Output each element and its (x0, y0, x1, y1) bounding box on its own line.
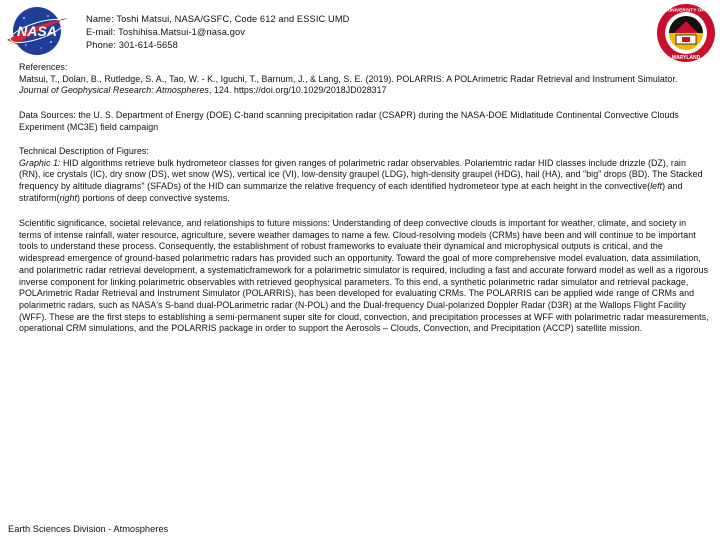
significance-section (19, 218, 709, 335)
contact-name: Name: Toshi Matsui, NASA/GSFC, Code 612 and ESSIC UMD (86, 14, 350, 24)
references-heading: References: (19, 62, 68, 72)
references-citation (19, 74, 709, 97)
citation-journal: Journal of Geophysical Research: Atmospheres (19, 85, 209, 96)
significance-text: Scientific significance, societal relevance, and relationships to future missions: Understanding of deep convective clouds is important for weather, climate, and society in terms of intense rainfall, water resource, agriculture, severe weather damages to name a few. Cloud-resolving models (CRMs) have been and will continue to be important tools to understand these process. Consequently, the establishment of robust frameworks to evaluate their dynamical and microphysical outputs is critical, and the widespread emergence of ground-based polarimetric radars has provided such an opportunity. Toward the goal of more comprehensive model evaluation, data assimilation, and polarimetric radar retrieval development, a systematicframework for a polarimetric simulator is required, including a fast and accurate forward model as well as a rigorous inverse component for linking polarimetric observables with retrieved geophysical parameters. To this end, a synthetic polarimetric radar simulator and retrieval package, POLArimetric Radar Retrieval and Instrument Simulator (POLARRIS), has been developed for evaluating CRMs. The POLARRIS can be applied wide range of CRMs and polarimetric radars, such as NASA's S-band dual-POLarimetric radar (N-POL) and the Dual-frequency Dual-polarized Doppler Radar (D3R) at the Wallops Flight Facility (WFF). These are the first steps to establishing a semi-permanent super site for cloud, convection, and precipitation processes at WFF with polarimetric radar measurements, operational CRM simulations, and the POLARRIS package in order to support the Aerosols – Clouds, Convection, and Precipitation (ACCP) satellite mission. (19, 218, 709, 334)
technical-text-part-2: ) and stratiform( (19, 181, 683, 203)
citation-doi: , 124. https://doi.org/10.1029/2018JD028317 (208, 85, 387, 96)
technical-description-section (19, 146, 709, 205)
references-section (19, 62, 709, 97)
umd-logo-text-bottom: MARYLAND (671, 55, 701, 61)
data-sources-section (19, 110, 709, 133)
technical-text-part-3: ) portions of deep convective systems. (77, 192, 230, 203)
technical-text-part-1: HID algorithms retrieve bulk hydrometeor classes for given ranges of polarimetric radar observables. Polariemtric radar HID classes include drizzle (DZ), rain (RN), ice crystals (IC), dry snow (DS), wet snow (WS), vertical ice (VI), low-density graupel (LDG), high-density graupel (HDG), hail (HA), and "big" drops (BD). The Stacked frequency by altitude diagrams" (SFADs) of the HID can summarize the relative frequency of each identified hydrometeor type at each height in the convective( (19, 157, 703, 192)
left-label: left (650, 181, 663, 192)
contact-email: E-mail: Toshihisa.Matsui-1@nasa.gov (86, 27, 245, 37)
umd-logo-text-top: UNIVERSITY OF (667, 8, 705, 14)
nasa-logo-text: NASA (17, 23, 57, 39)
contact-block (86, 13, 349, 52)
footer-text: Earth Sciences Division - Atmospheres (8, 524, 169, 534)
nasa-logo (4, 4, 70, 58)
data-sources-text: Data Sources: the U. S. Department of Energy (DOE) C-band scanning precipitation radar (CSAPR) during the NASA-DOE Midlatitude Continental Convective Clouds Experiment (MC3E) field campaign (19, 110, 679, 132)
technical-text (19, 158, 709, 205)
graphic-label: Graphic 1: (19, 157, 61, 168)
umd-logo (654, 2, 718, 64)
citation-text: Matsui, T., Dolan, B., Rutledge, S. A., Tao, W. - K., Iguchi, T., Barnum, J., & Lang, S. E. (2019). POLARRIS: A POLArimetric Radar Retrieval and Instrument Simulator. (19, 73, 678, 84)
right-label: right (59, 192, 78, 203)
contact-phone: Phone: 301-614-5658 (86, 40, 178, 50)
technical-heading: Technical Description of Figures: (19, 146, 149, 156)
